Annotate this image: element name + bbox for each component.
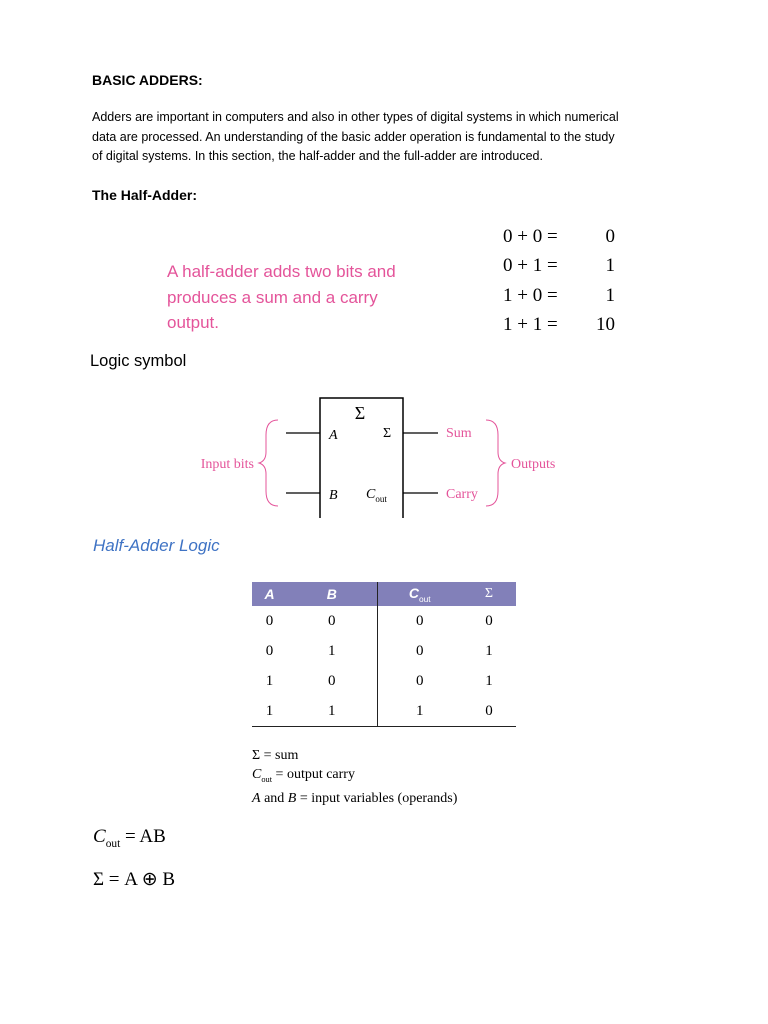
- header-cout: $C_{out}$: [377, 582, 462, 606]
- callout-line-2: produces a sum and a carry: [167, 287, 378, 307]
- half-adder-callout: [167, 259, 396, 336]
- cell-a: 1: [265, 672, 274, 689]
- equation-lhs: 1 + 0 =: [503, 284, 558, 306]
- equation-row: [503, 252, 615, 282]
- carry-output-label: Carry: [446, 487, 478, 502]
- intro-line-2: data are processed. An understanding of the basic adder operation is fundamental to the study: [92, 129, 615, 144]
- truth-table-header: [252, 582, 516, 606]
- half-adder-logic-title: Half-Adder Logic: [93, 536, 220, 555]
- equation-row: [503, 222, 615, 252]
- output-brace: [486, 420, 505, 506]
- equation-lhs: 0 + 0 =: [503, 225, 558, 247]
- legend-sum: Σ = sum: [252, 748, 299, 763]
- cell-b: 0: [328, 672, 336, 689]
- cell-sigma: 0: [485, 612, 493, 629]
- addition-equations: [503, 222, 615, 340]
- half-adder-logic-symbol: [180, 390, 580, 520]
- intro-line-3: of digital systems. In this section, the half-adder and the full-adder are introduced.: [92, 149, 543, 163]
- callout-line-3: output.: [167, 313, 219, 332]
- equation-row: [503, 311, 615, 341]
- cell-sigma: 1: [485, 672, 493, 689]
- equation-row: [503, 281, 615, 311]
- cell-cout: 0: [377, 636, 462, 666]
- table-row: [252, 606, 516, 636]
- truth-table: [252, 582, 516, 727]
- callout-line-1: A half-adder adds two bits and: [167, 262, 396, 281]
- header-a: A: [252, 582, 287, 606]
- input-brace: [259, 420, 278, 506]
- table-row: [252, 636, 516, 666]
- truth-table-legend: [252, 746, 457, 808]
- half-adder-subheading: The Half-Adder:: [92, 187, 197, 203]
- intro-line-1: Adders are important in computers and also in other types of digital systems in which numerical: [92, 110, 619, 124]
- cell-cout: 0: [377, 666, 462, 696]
- cell-a: 0: [265, 642, 274, 659]
- carry-formula: $C_{out}$ = AB: [93, 826, 166, 850]
- equation-rhs: 1: [605, 284, 615, 306]
- cell-b: 1: [287, 696, 377, 727]
- cell-a: 0: [265, 612, 274, 629]
- legend-cout: $C_{out}$ = output carry: [252, 767, 355, 784]
- table-row: [252, 666, 516, 696]
- output-cout-label: $C_{out}$: [366, 487, 387, 504]
- table-row: [252, 696, 516, 727]
- cell-cout: 1: [377, 696, 462, 727]
- header-sigma: Σ: [462, 582, 516, 606]
- equation-rhs: 1: [605, 255, 615, 277]
- input-bits-label: Input bits: [200, 457, 254, 472]
- cell-b: 1: [328, 642, 336, 659]
- cell-a: 1: [252, 696, 287, 727]
- sum-formula: Σ = A ⊕ B: [93, 869, 176, 890]
- intro-paragraph: [92, 108, 692, 167]
- equation-rhs: 10: [596, 314, 615, 336]
- input-b-label: B: [329, 488, 338, 503]
- output-sigma-label: Σ: [383, 426, 392, 441]
- equation-rhs: 0: [605, 225, 615, 247]
- logic-symbol-title: Logic symbol: [90, 352, 187, 370]
- block-sigma-label: Σ: [354, 403, 366, 423]
- legend-inputs: A and B = input variables (operands): [252, 790, 458, 806]
- equation-lhs: 0 + 1 =: [503, 255, 558, 277]
- sum-output-label: Sum: [446, 426, 472, 441]
- page-heading: BASIC ADDERS:: [92, 72, 203, 88]
- header-b: B: [287, 582, 377, 606]
- equation-lhs: 1 + 1 =: [503, 314, 558, 336]
- cell-b: 0: [328, 612, 336, 629]
- outputs-label: Outputs: [511, 457, 556, 472]
- cell-cout: 0: [377, 606, 462, 636]
- cell-sigma: 1: [485, 642, 493, 659]
- cell-sigma: 0: [462, 696, 516, 727]
- input-a-label: A: [329, 428, 338, 443]
